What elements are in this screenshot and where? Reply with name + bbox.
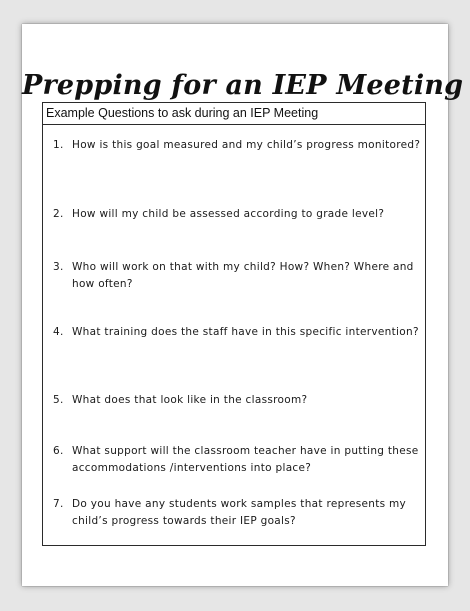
- question-number: 2.: [53, 208, 64, 220]
- question-text: Do you have any students work samples that represents my child’s progress towards their IEP goals?: [72, 498, 407, 527]
- question-text: How is this goal measured and my child’s progress monitored?: [72, 139, 421, 151]
- question-number: 7.: [53, 498, 64, 510]
- question-text: What support will the classroom teacher have in putting these accommodations /interventions into place?: [72, 445, 419, 474]
- document-page: [22, 24, 464, 586]
- question-number: 3.: [53, 261, 64, 273]
- section-header: Example Questions to ask during an IEP Meeting: [43, 103, 425, 125]
- question-text: What training does the staff have in this specific intervention?: [72, 326, 419, 338]
- question-number: 1.: [53, 139, 64, 151]
- page-title: Prepping for an IEP Meeting: [22, 70, 464, 101]
- question-text: What does that look like in the classroom?: [72, 394, 308, 406]
- question-number: 4.: [53, 326, 64, 338]
- question-text: How will my child be assessed according to grade level?: [72, 208, 385, 220]
- questions-box: [42, 102, 426, 546]
- question-text: Who will work on that with my child? How? When? Where and how often?: [72, 261, 414, 290]
- question-number: 5.: [53, 394, 64, 406]
- question-number: 6.: [53, 445, 64, 457]
